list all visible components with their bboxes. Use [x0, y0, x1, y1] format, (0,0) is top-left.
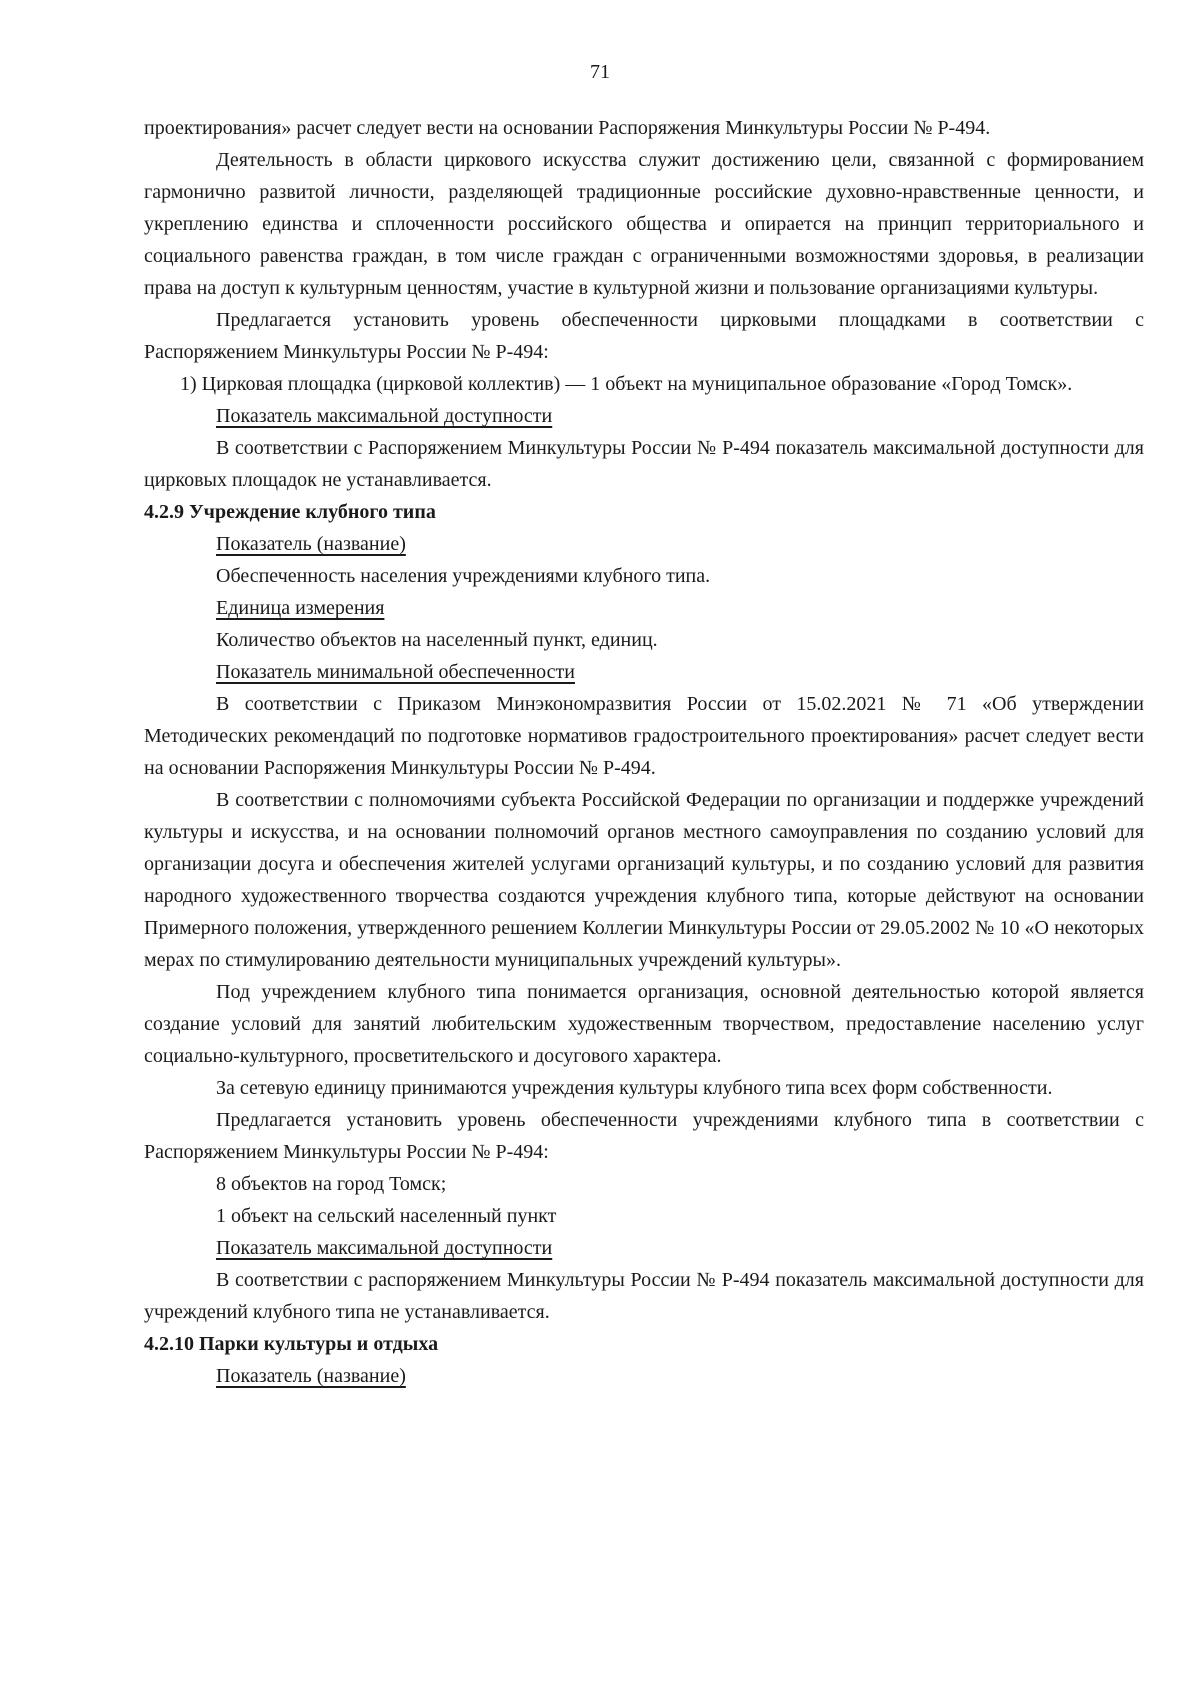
subheading-underlined [144, 1232, 1144, 1264]
subheading-text: Единица измерения [216, 597, 385, 619]
subheading-text: Показатель максимальной доступности [216, 405, 553, 427]
list-item [144, 1168, 1144, 1200]
paragraph: В соответствии с полномочиями субъекта Российской Федерации по организации и поддержке учреждений культуры и искусства, и на основании полномочий органов местного самоуправления по созданию условий для организации досуга и обеспечения жителей услугами организаций культуры, и по созданию условий для развития народного художественного творчества создаются учреждения клубного типа, которые действуют на основании Примерного положения, утвержденного решением Коллегии Минкультуры России от 29.05.2002 № 10 «О некоторых мерах по стимулированию деятельности муниципальных учреждений культуры». [144, 789, 1144, 971]
subheading-underlined [144, 1360, 1144, 1392]
paragraph: В соответствии с распоряжением Минкультуры России № Р-494 показатель максимальной доступности для учреждений клубного типа не устанавливается. [144, 1269, 1144, 1323]
list-item-text: 1 объект на сельский населенный пункт [216, 1205, 557, 1227]
section-heading: 4.2.10 Парки культуры и отдыха [144, 1333, 439, 1355]
subheading-underlined [144, 400, 1144, 432]
subheading-text: Показатель (название) [216, 1365, 406, 1387]
list-item-text: 8 объектов на город Томск; [216, 1173, 447, 1195]
subheading-underlined [144, 656, 1144, 688]
subheading-text: Показатель минимальной обеспеченности [216, 661, 575, 683]
paragraph: проектирования» расчет следует вести на основании Распоряжения Минкультуры России № Р-494. [144, 117, 991, 139]
paragraph: Деятельность в области циркового искусства служит достижению цели, связанной с формированием гармонично развитой личности, разделяющей традиционные российские духовно-нравственные ценности, и укреплению единства и сплоченности российского общества и опирается на принцип территориального и социального равенства граждан, в том числе граждан с ограниченными возможностями здоровья, в реализации права на доступ к культурным ценностям, участие в культурной жизни и пользование организациями культуры. [144, 149, 1144, 299]
list-item [144, 1200, 1144, 1232]
subheading-underlined [144, 592, 1144, 624]
subheading-text: Показатель (название) [216, 533, 406, 555]
paragraph: Предлагается установить уровень обеспеченности цирковыми площадками в соответствии с Распоряжением Минкультуры России № Р-494: [144, 309, 1144, 363]
subheading-underlined [144, 528, 1144, 560]
paragraph: Под учреждением клубного типа понимается организация, основной деятельностью которой является создание условий для занятий любительским художественным творчеством, предоставление населению услуг социально-культурного, просветительского и досугового характера. [144, 981, 1144, 1067]
subheading-text: Показатель максимальной доступности [216, 1237, 553, 1259]
paragraph: За сетевую единицу принимаются учреждения культуры клубного типа всех форм собственности. [216, 1077, 1053, 1099]
section-heading: 4.2.9 Учреждение клубного типа [144, 501, 436, 523]
numbered-item: 1) Цирковая площадка (цирковой коллектив) — 1 объект на муниципальное образование «Город Томск». [180, 373, 1073, 395]
document-body [144, 112, 1144, 1392]
page-number: 71 [590, 61, 610, 83]
paragraph: Количество объектов на населенный пункт, единиц. [216, 629, 658, 651]
paragraph: Предлагается установить уровень обеспеченности учреждениями клубного типа в соответствии с Распоряжением Минкультуры России № Р-494: [144, 1109, 1144, 1163]
paragraph: В соответствии с Приказом Минэкономразвития России от 15.02.2021 № 71 «Об утверждении Методических рекомендаций по подготовке нормативов градостроительного проектирования» расчет следует вести на основании Распоряжения Минкультуры России № Р-494. [144, 693, 1144, 779]
paragraph: Обеспеченность населения учреждениями клубного типа. [216, 565, 711, 587]
paragraph: В соответствии с Распоряжением Минкультуры России № Р-494 показатель максимальной доступности для цирковых площадок не устанавливается. [144, 437, 1144, 491]
